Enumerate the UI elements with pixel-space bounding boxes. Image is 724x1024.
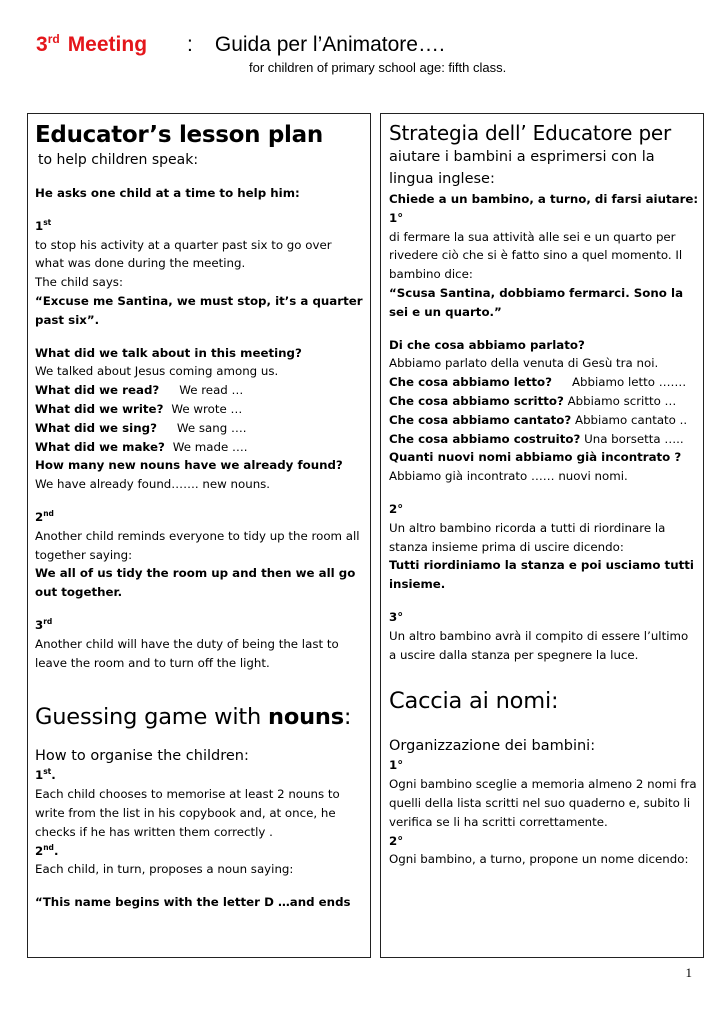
answer: Abbiamo scritto … [567,393,677,408]
english-tidy-quote: We all of us tidy the room up and then we all go out together. [35,566,356,600]
page-title: Guida per l’Animatore…. [214,33,445,56]
step-ordinal: nd [43,842,54,852]
meeting-ordinal: rd [47,32,60,46]
english-row-make [35,438,364,457]
page-header [36,32,696,75]
question: Che cosa abbiamo scritto? [389,393,564,408]
spacer [35,879,364,893]
italian-tidy-text: Un altro bambino ricorda a tutti di riordinare la stanza insieme prima di uscire dicendo: [389,520,666,554]
italian-title: Strategia dell’ Educatore per [389,121,672,145]
step-ordinal: st [43,217,52,227]
spacer [35,494,364,508]
english-step-1 [35,217,364,236]
english-answer-nouns: We have already found……. new nouns. [35,477,271,492]
game-title-colon: : [343,704,352,731]
italian-game-step-1: 1° [389,758,404,773]
answer: Abbiamo cantato .. [575,412,688,427]
italian-row-make [389,430,699,449]
english-child-says: The child says: [35,275,123,290]
answer: We sang …. [176,420,247,435]
page-subtitle: for children of primary school age: fifth class. [249,60,507,75]
step-ordinal: st [43,767,52,777]
header-line [36,32,696,57]
english-game-quote: “This name begins with the letter D …and ends [35,895,351,910]
italian-subtitle: aiutare i bambini a esprimersi con la lingua inglese: [389,149,655,187]
italian-tidy-quote: Tutti riordiniamo la stanza e poi usciamo tutti insieme. [389,558,694,592]
question: Che cosa abbiamo cantato? [389,412,572,427]
italian-column [380,113,704,958]
answer: We made …. [172,439,248,454]
italian-organise: Organizzazione dei bambini: [389,738,596,755]
english-tidy-text: Another child reminds everyone to tidy up the room all together saying: [35,528,360,562]
english-step-2 [35,508,364,527]
italian-row-sing [389,411,699,430]
question: What did we sing? [35,420,157,435]
step-ordinal: nd [43,509,54,519]
spacer [35,602,364,616]
english-row-sing [35,419,364,438]
meeting-word: Meeting [67,33,148,56]
english-asks: He asks one child at a time to help him: [35,186,300,200]
spacer [35,732,364,746]
italian-stop-text: di fermare la sua attività alle sei e un quarto per rivedere ciò che si è fatto sino a quel momento. Il bambino dice: [389,229,683,282]
english-organise: How to organise the children: [35,748,249,765]
spacer [35,330,364,344]
spacer [389,594,699,608]
italian-answer-nouns: Abbiamo già incontrato …… nuovi nomi. [389,469,628,484]
italian-game-step-2-text: Ogni bambino, a turno, propone un nome dicendo: [389,852,689,867]
answer: Una borsetta ….. [584,431,684,446]
meeting-number: 3 [36,33,48,56]
italian-game-step-2: 2° [389,833,404,848]
spacer [389,486,699,500]
game-title-text: Guessing game with [35,704,268,731]
step-number: 3 [35,617,44,632]
italian-light-text: Un altro bambino avrà il compito di essere l’ultimo a uscire dalla stanza per spegnere la luce. [389,628,689,662]
step-number: 1 [35,218,44,233]
step-ordinal: rd [43,617,53,627]
question: What did we write? [35,401,164,416]
italian-answer-talk: Abbiamo parlato della venuta di Gesù tra noi. [389,356,659,371]
english-step-3 [35,616,364,635]
page-number: 1 [685,965,692,980]
english-question-talk: What did we talk about in this meeting? [35,345,302,360]
english-child-quote: “Excuse me Santina, we must stop, it’s a quarter past six”. [35,293,363,327]
step-number: 2 [35,509,44,524]
question: Che cosa abbiamo letto? [389,375,552,390]
spacer [35,672,364,702]
italian-step-2: 2° [389,501,404,516]
english-light-text: Another child will have the duty of being the last to leave the room and to turn off the light. [35,636,339,670]
italian-game-title: Caccia ai nomi: [389,688,559,715]
english-game-title [35,702,364,732]
question: Che cosa abbiamo costruito? [389,431,581,446]
italian-game-step-1-text: Ogni bambino sceglie a memoria almeno 2 nomi fra quelli della lista scritti nel suo quaderno e, subito li verifica se li ha scritti correttamente. [389,777,697,829]
italian-row-read [389,373,699,392]
english-title: Educator’s lesson plan [35,122,323,148]
lesson-table [27,113,704,958]
step-dot: . [51,768,56,783]
game-title-nouns: nouns [268,704,344,731]
answer: Abbiamo letto ……. [571,375,687,390]
italian-asks: Chiede a un bambino, a turno, di farsi aiutare: [389,192,699,206]
question: What did we make? [35,439,165,454]
italian-row-write [389,392,699,411]
step-number: 1 [35,768,44,783]
spacer [389,664,699,686]
italian-child-quote: “Scusa Santina, dobbiamo fermarci. Sono la sei e un quarto.” [389,285,684,319]
english-game-step-1-text: Each child chooses to memorise at least 2 nouns to write from the list in his copybook and, at once, he checks if he has written them correctly . [35,787,340,839]
answer: We read … [179,383,244,398]
english-game-step-1 [35,766,364,785]
question: What did we read? [35,383,160,398]
english-stop-text: to stop his activity at a quarter past six to go over what was done during the meeting. [35,237,332,271]
english-row-read [35,381,364,400]
english-game-step-2 [35,842,364,861]
english-answer-talk: We talked about Jesus coming among us. [35,364,279,379]
english-question-nouns: How many new nouns have we already found? [35,458,343,473]
spacer [35,170,364,184]
italian-step-3: 3° [389,609,404,624]
header-colon: : [187,33,193,56]
spacer [389,716,699,736]
step-number: 2 [35,843,44,858]
spacer [389,322,699,336]
step-dot: . [53,843,59,858]
english-column [27,113,371,958]
italian-step-1: 1° [389,210,404,225]
english-game-step-2-text: Each child, in turn, proposes a noun saying: [35,862,294,877]
answer: We wrote … [171,401,243,416]
italian-question-nouns: Quanti nuovi nomi abbiamo già incontrato ? [389,450,682,465]
italian-question-talk: Di che cosa abbiamo parlato? [389,337,585,352]
english-row-write [35,400,364,419]
english-subtitle: to help children speak: [38,152,199,168]
meeting-label [36,32,147,57]
spacer [35,203,364,217]
